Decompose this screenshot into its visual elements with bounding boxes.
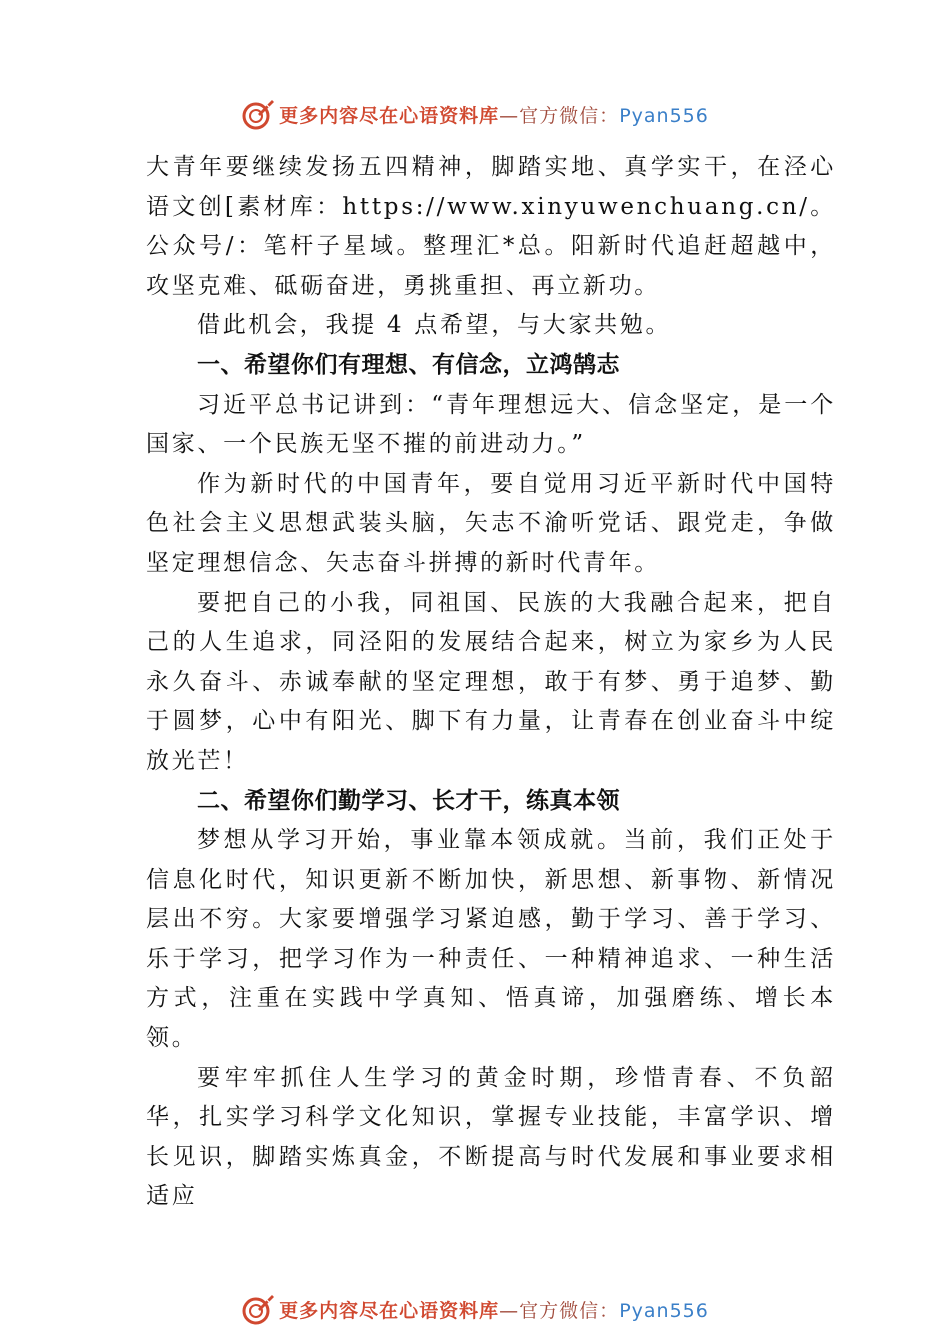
document-body [146,148,836,1217]
paragraph-7: 要牢牢抓住人生学习的黄金时期，珍惜青春、不负韶华，扎实学习科学文化知识，掌握专业技能，丰富学识、增长见识，脚踏实炼真金，不断提高与时代发展和事业要求相适应 [146,1064,836,1210]
paragraph-5: 要把自己的小我，同祖国、民族的大我融合起来，把自己的人生追求，同泾阳的发展结合起来，树立为家乡为人民永久奋斗、赤诚奉献的坚定理想，敢于有梦、勇于追梦、勤于圆梦，心中有阳光、脚下有力量，让青春在创业奋斗中绽放光芒！ [146,589,836,774]
quill-seal-icon [241,97,275,131]
footer-banner [0,1289,950,1329]
footer-dash: — [499,1299,520,1322]
header-dash: — [499,104,520,127]
footer-banner-text [279,1296,709,1323]
quill-seal-icon [241,1292,275,1326]
paragraph-6: 梦想从学习开始，事业靠本领成就。当前，我们正处于信息化时代，知识更新不断加快，新思想、新事物、新情况层出不穷。大家要增强学习紧迫感，勤于学习、善于学习、乐于学习，把学习作为一种责任、一种精神追求、一种生活方式，注重在实践中学真知、悟真谛，加强磨练、增长本领。 [146,827,836,1052]
header-site-text: 更多内容尽在心语资料库 [279,104,500,127]
paragraph-1: 大青年要继续发扬五四精神，脚踏实地、真学实干，在泾心语文创[素材库：https://www.xinyuwenchuang.cn/。公众号/：笔杆子星域。整理汇*总。阳新时代追赶超越中，攻坚克难、砥砺奋进，勇挑重担、再立新功。 [146,154,836,299]
section-heading-1: 一、希望你们有理想、有信念，立鸿鹄志 [197,351,620,378]
header-banner [0,94,950,134]
paragraph-4: 作为新时代的中国青年，要自觉用习近平新时代中国特色社会主义思想武装头脑，矢志不渝听党话、跟党走，争做坚定理想信念、矢志奋斗拼搏的新时代青年。 [146,470,836,576]
paragraph-2: 借此机会，我提 4 点希望，与大家共勉。 [197,312,672,339]
footer-wechat-label: 官方微信： [519,1299,620,1322]
header-wechat-id: Pyan556 [619,104,709,127]
header-wechat-label: 官方微信： [519,104,620,127]
footer-wechat-id: Pyan556 [619,1299,709,1322]
section-heading-2: 二、希望你们勤学习、长才干，练真本领 [197,787,620,814]
header-banner-text [279,101,709,128]
paragraph-3: 习近平总书记讲到：“青年理想远大、信念坚定，是一个国家、一个民族无坚不摧的前进动力。” [146,391,836,458]
footer-site-text: 更多内容尽在心语资料库 [279,1299,500,1322]
